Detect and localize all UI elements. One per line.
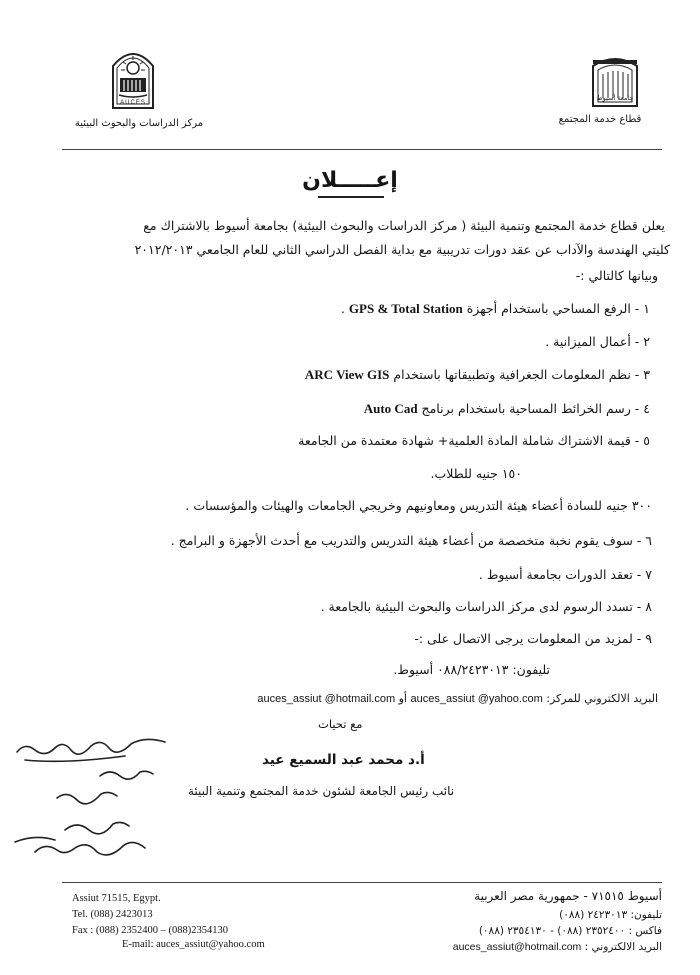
footer-email-ar: [453, 941, 662, 953]
email-hotmail[interactable]: auces_assiut @hotmail.com: [257, 693, 396, 705]
item-number: ٩ -: [636, 631, 652, 646]
item-text: تعقد الدورات بجامعة أسيوط .: [478, 567, 633, 582]
list-item: [341, 301, 650, 317]
list-item: [321, 599, 652, 614]
footer-email-hotmail[interactable]: auces_assiut@hotmail.com: [452, 941, 582, 953]
auces-logo-text: AUCES: [120, 100, 146, 106]
footer-address-ar: أسيوط ٧١٥١٥ - جمهورية مصر العربية: [474, 889, 662, 903]
list-item: [479, 567, 652, 582]
page-title: إعـــــلان: [302, 168, 398, 193]
email-yahoo[interactable]: auces_assiut @yahoo.com: [410, 693, 543, 705]
item-number: ٤ -: [634, 401, 650, 416]
item-text: أعمال الميزانية .: [545, 334, 631, 349]
closing-greeting: مع تحيات: [318, 717, 363, 731]
list-item: [545, 334, 650, 349]
item-number: ١ -: [634, 301, 650, 316]
item-number: ٢ -: [634, 334, 650, 349]
handwritten-note: [5, 730, 185, 870]
item-text: قيمة الاشتراك شاملة المادة العلمية+ شهادة معتمدة من الجامعة: [298, 433, 631, 448]
phone-line: تليفون: ٠٨٨/٢٤٢٣٠١٣ أسيوط.: [393, 662, 550, 677]
item-text: تسدد الرسوم لدى مركز الدراسات والبحوث البيئية بالجامعة .: [320, 599, 633, 614]
intro-line-3: وبيانها كالتالي :-: [575, 268, 658, 283]
item-text: سوف يقوم نخبة متخصصة من أعضاء هيئة التدريس والتدريب مع أحدث الأجهزة و البرامج .: [170, 533, 633, 548]
email-label: البريد الالكتروني للمركز:: [546, 692, 658, 705]
signer-title: نائب رئيس الجامعة لشئون خدمة المجتمع وتنمية البيئة: [188, 784, 455, 798]
item-latin: GPS & Total Station: [348, 301, 463, 316]
item-latin: Auto Cad: [363, 401, 418, 416]
assiut-logo-text: جامعة أسيوط: [596, 94, 634, 102]
footer-phone-ar: تليفون: ٢٤٢٣٠١٣ (٠٨٨): [559, 909, 662, 921]
footer-address-en: Assiut 71515, Egypt.: [72, 893, 161, 904]
list-item: [364, 401, 650, 417]
footer-fax-ar: فاكس : ٢٣٥٢٤٠٠ (٠٨٨) - ٢٣٥٤١٣٠ (٠٨٨): [478, 925, 662, 937]
header-divider: [62, 149, 662, 150]
item-number: ٨ -: [636, 599, 652, 614]
fee-students: ١٥٠ جنيه للطلاب.: [430, 466, 522, 481]
fee-staff: ٣٠٠ جنيه للسادة أعضاء هيئة التدريس ومعاونيهم وخريجي الجامعات والهيئات والمؤسسات .: [185, 498, 652, 513]
item-number: ٧ -: [636, 567, 652, 582]
list-item: [305, 367, 650, 383]
item-text: الرفع المساحي باستخدام أجهزة: [466, 301, 631, 316]
item-latin: ARC View GIS: [304, 367, 390, 382]
intro-line-1: يعلن قطاع خدمة المجتمع وتنمية البيئة ( مركز الدراسات والبحوث البيئية) بجامعة أسيوط بالاشتراك مع: [143, 218, 665, 233]
footer-tel-en: Tel. (088) 2423013: [72, 909, 153, 920]
item-text: نظم المعلومات الجغرافية وتطبيقاتها باستخدام: [393, 367, 631, 382]
item-number: ٥ -: [634, 433, 650, 448]
signer-name: أ.د محمد عبد السميع عيد: [262, 752, 425, 768]
email-or: أو: [398, 692, 407, 705]
list-item: [171, 533, 652, 548]
intro-line-2: كليتي الهندسة والآداب عن عقد دورات تدريبية مع بداية الفصل الدراسي الثاني للعام الجامعي ٢٠١٢/٢٠١٣: [134, 242, 670, 257]
email-line: [257, 692, 658, 705]
footer-divider: [62, 882, 662, 883]
item-number: ٦ -: [636, 533, 652, 548]
title-underline: [318, 196, 384, 198]
footer-email-label-ar: البريد الالكتروني :: [584, 941, 662, 953]
footer-fax-en: Fax : (088) 2352400 – (088)2354130: [72, 925, 229, 936]
item-text: رسم الخرائط المساحية باستخدام برنامج: [421, 401, 631, 416]
item-number: ٣ -: [634, 367, 650, 382]
list-item: [414, 631, 652, 646]
list-item: [298, 433, 650, 448]
item-text: لمزيد من المعلومات يرجى الاتصال على :-: [414, 631, 633, 646]
item-suffix: .: [340, 301, 345, 316]
left-header-caption: مركز الدراسات والبحوث البيئية: [74, 118, 204, 129]
right-header-caption: قطاع خدمة المجتمع: [558, 114, 642, 125]
footer-email-en[interactable]: E-mail: auces_assiut@yahoo.com: [122, 939, 265, 950]
